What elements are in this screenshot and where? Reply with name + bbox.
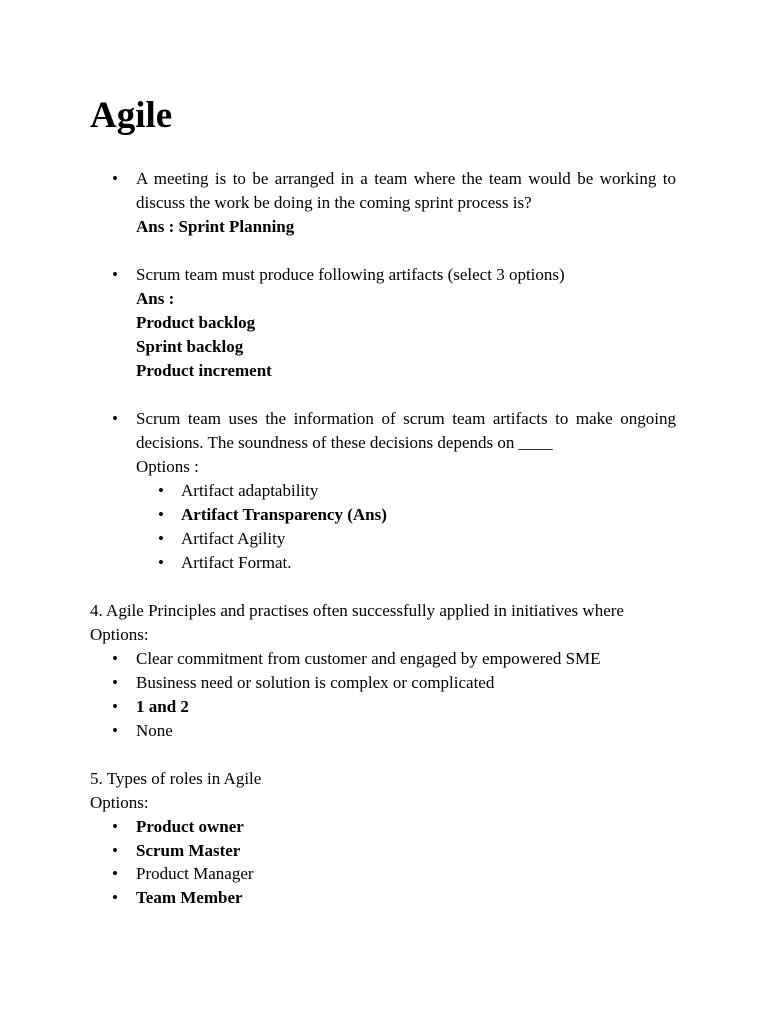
q4-option-2: Business need or solution is complex or complicated [136,673,495,692]
bullet-q3: • [112,409,118,428]
q3-question-line1: Scrum team uses the information of scrum team artifacts to make ongoing [136,409,676,428]
q2-answer-1: Product backlog [136,313,256,332]
q2-answer-2: Sprint backlog [136,337,244,356]
bullet-q5-opt4: • [112,888,118,907]
q5-option-2: Scrum Master [136,841,241,860]
q4-option-4: None [136,721,173,740]
q1-answer: Ans : Sprint Planning [136,217,295,236]
q5-option-1: Product owner [136,817,244,836]
q5-question: 5. Types of roles in Agile [90,769,262,788]
bullet-q4-opt4: • [112,721,118,740]
q4-option-3: 1 and 2 [136,697,189,716]
q2-question: Scrum team must produce following artifacts (select 3 options) [136,265,565,284]
q1-question-line1: A meeting is to be arranged in a team where the team would be working to [136,169,676,188]
bullet-q1: • [112,169,118,188]
q3-option-2: Artifact Transparency (Ans) [181,505,387,524]
q3-option-1: Artifact adaptability [181,481,319,500]
bullet-q5-opt3: • [112,864,118,883]
bullet-q3-opt3: • [158,529,164,548]
bullet-q5-opt2: • [112,841,118,860]
page-title: Agile [90,95,173,136]
q4-question: 4. Agile Principles and practises often successfully applied in initiatives where [90,601,624,620]
q4-options-label: Options: [90,625,149,644]
q2-answer-3: Product increment [136,361,272,380]
bullet-q3-opt2: • [158,505,164,524]
bullet-q3-opt4: • [158,553,164,572]
q5-option-3: Product Manager [136,864,254,883]
q3-question-line2: decisions. The soundness of these decisions depends on ____ [136,433,553,452]
bullet-q4-opt3: • [112,697,118,716]
q3-option-3: Artifact Agility [181,529,286,548]
q1-question-line2: discuss the work be doing in the coming sprint process is? [136,193,532,212]
bullet-q2: • [112,265,118,284]
q5-options-label: Options: [90,793,149,812]
q4-option-1: Clear commitment from customer and engaged by empowered SME [136,649,601,668]
q3-options-label: Options : [136,457,199,476]
q3-option-4: Artifact Format. [181,553,292,572]
q2-answer-label: Ans : [136,289,175,308]
bullet-q5-opt1: • [112,817,118,836]
bullet-q4-opt1: • [112,649,118,668]
q5-option-4: Team Member [136,888,243,907]
bullet-q4-opt2: • [112,673,118,692]
bullet-q3-opt1: • [158,481,164,500]
